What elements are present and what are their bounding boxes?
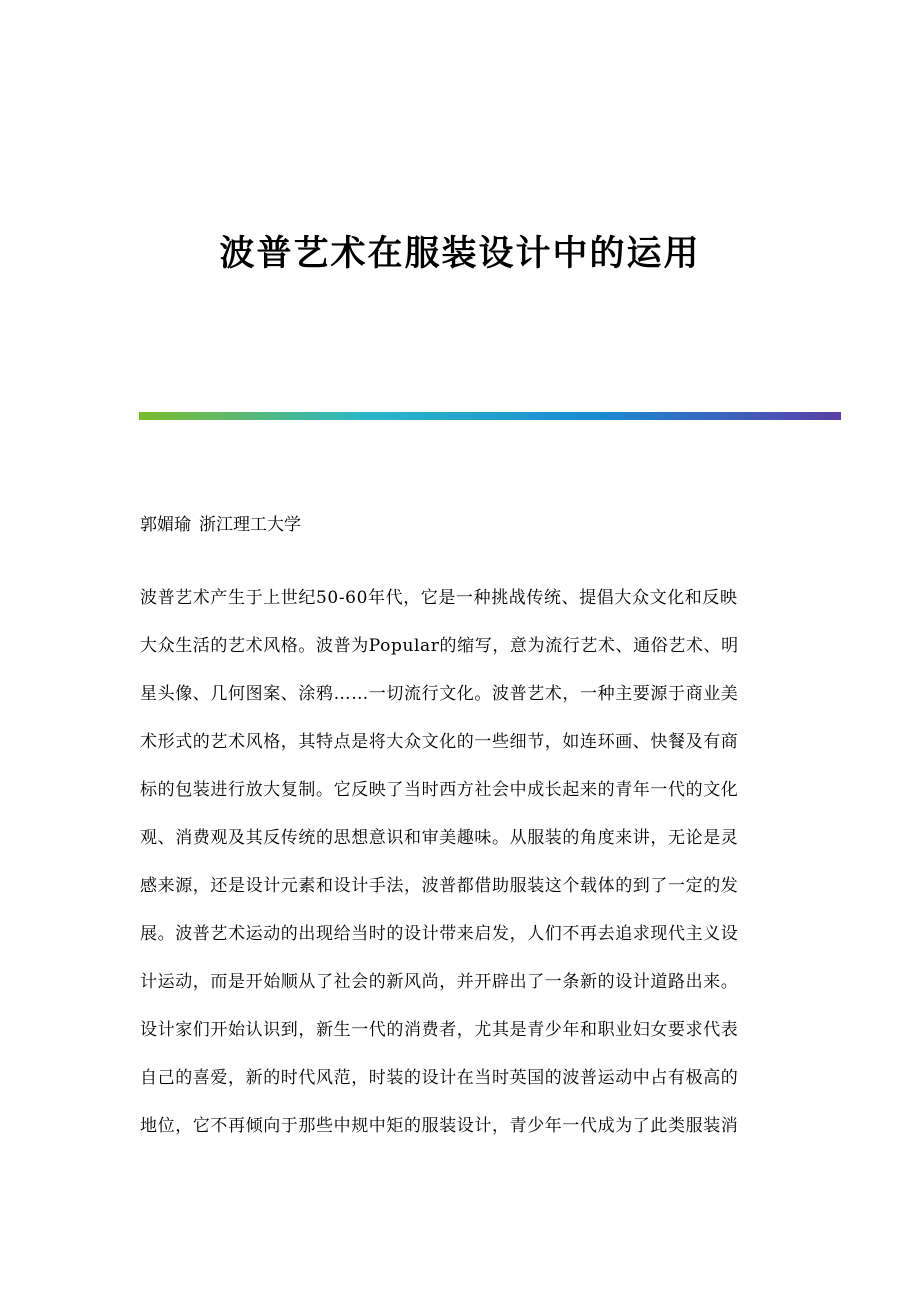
author-name: 郭媚瑜 [140,515,191,535]
body-line: 标的包装进行放大复制。它反映了当时西方社会中成长起来的青年一代的文化 [140,780,739,800]
body-line: 大众生活的艺术风格。波普为Popular的缩写，意为流行艺术、通俗艺术、明 [140,636,739,656]
body-line: 自己的喜爱，新的时代风范，时装的设计在当时英国的波普运动中占有极高的 [140,1068,739,1088]
body-line: 感来源，还是设计元素和设计手法，波普都借助服装这个载体的到了一定的发 [140,876,739,896]
body-line: 观、消费观及其反传统的思想意识和审美趣味。从服装的角度来讲，无论是灵 [140,828,739,848]
page-title: 波普艺术在服装设计中的运用 [219,233,701,274]
body-line: 术形式的艺术风格，其特点是将大众文化的一些细节，如连环画、快餐及有商 [140,732,739,752]
body-line: 展。波普艺术运动的出现给当时的设计带来启发，人们不再去追求现代主义设 [140,924,739,944]
body-line: 星头像、几何图案、涂鸦……一切流行文化。波普艺术，一种主要源于商业美 [140,684,739,704]
author-affiliation: 浙江理工大学 [199,515,301,535]
body-line: 计运动，而是开始顺从了社会的新风尚，并开辟出了一条新的设计道路出来。 [140,972,739,992]
body-line: 设计家们开始认识到，新生一代的消费者，尤其是青少年和职业妇女要求代表 [140,1020,739,1040]
body-line: 波普艺术产生于上世纪50-60年代，它是一种挑战传统、提倡大众文化和反映 [140,588,738,608]
gradient-divider [139,412,841,420]
body-line: 地位，它不再倾向于那些中规中矩的服装设计，青少年一代成为了此类服装消 [140,1116,739,1136]
body-paragraph [140,574,770,1150]
author-line [140,510,780,540]
